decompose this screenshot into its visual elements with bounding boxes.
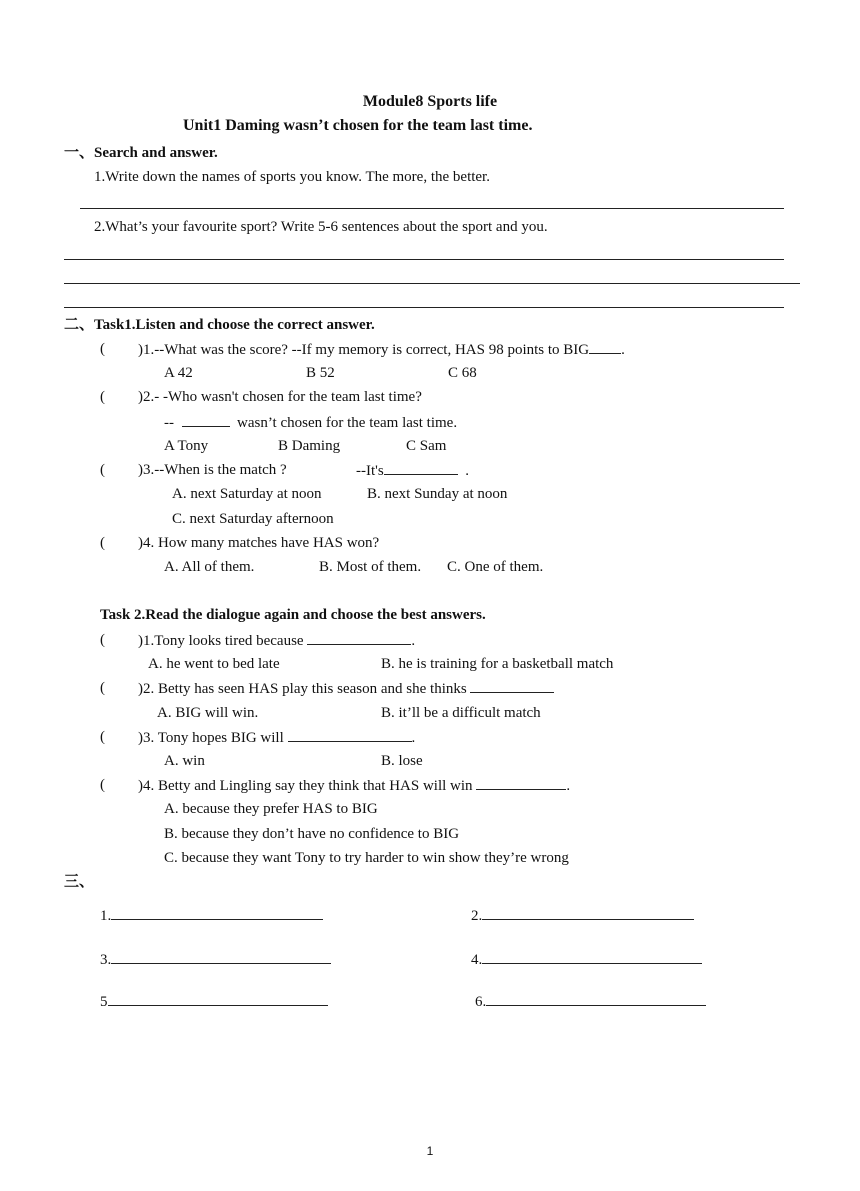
option-a: A. BIG will win. — [157, 705, 259, 721]
answer-line — [64, 283, 800, 284]
option-a: A. win — [164, 753, 205, 769]
paren: ( — [100, 680, 105, 696]
task2-question-2: )2. Betty has seen HAS play this season and she thinks — [138, 679, 554, 698]
option-c: C. One of them. — [447, 559, 544, 575]
paren: ( — [100, 462, 105, 478]
task1-question-3: )3.--When is the match ? — [138, 462, 287, 478]
task1-question-2-line-2: -- wasn’t chosen for the team last time. — [164, 415, 458, 431]
answer-blank[interactable] — [486, 992, 706, 1006]
option-c: C. next Saturday afternoon — [172, 511, 334, 527]
option-a: A. because they prefer HAS to BIG — [164, 801, 378, 817]
option-b: B. lose — [381, 753, 423, 769]
blank-item-2: 2. — [471, 906, 694, 925]
page-title: Module8 Sports life — [362, 93, 498, 110]
section-2-heading: 二、Task1.Listen and choose the correct answer. — [64, 317, 375, 333]
option-b: B. Most of them. — [319, 559, 422, 575]
task2-question-3: )3. Tony hopes BIG will . — [138, 730, 416, 746]
answer-blank[interactable] — [288, 728, 412, 742]
blank-item-1: 1. — [100, 906, 323, 925]
option-b: B 52 — [306, 365, 335, 381]
option-c: C 68 — [448, 365, 477, 381]
option-c: C Sam — [406, 438, 447, 454]
task1-question-1: )1.--What was the score? --If my memory is correct, HAS 98 points to BIG . — [138, 342, 625, 358]
option-a: A 42 — [164, 365, 193, 381]
section-1-question-2: 2.What’s your favourite sport? Write 5-6 sentences about the sport and you. — [94, 219, 548, 235]
option-b: B. he is training for a basketball match — [381, 656, 614, 672]
answer-line — [64, 307, 784, 308]
question-text: )1.--What was the score? --If my memory is correct, HAS 98 points to BIG — [138, 342, 590, 358]
paren: ( — [100, 535, 105, 551]
task2-question-1: )1.Tony looks tired because . — [138, 633, 416, 649]
option-b: B. because they don’t have no confidence to BIG — [164, 826, 460, 842]
answer-blank[interactable] — [111, 906, 323, 920]
section-1-question-1: 1.Write down the names of sports you know. The more, the better. — [94, 169, 490, 185]
option-a: A. All of them. — [164, 559, 255, 575]
answer-blank[interactable] — [589, 340, 621, 354]
option-c: C. because they want Tony to try harder to win show they’re wrong — [164, 850, 569, 866]
blank-item-4: 4. — [471, 950, 702, 969]
option-a: A. he went to bed late — [148, 656, 280, 672]
paren: ( — [100, 777, 105, 793]
paren: ( — [100, 389, 105, 405]
paren: ( — [100, 341, 105, 357]
paren: ( — [100, 729, 105, 745]
page-subtitle: Unit1 Daming wasn’t chosen for the team last time. — [183, 117, 533, 134]
blank-item-3: 3. — [100, 950, 331, 969]
answer-blank[interactable] — [384, 461, 458, 475]
blank-item-5: 5 — [100, 992, 328, 1011]
answer-blank[interactable] — [108, 992, 328, 1006]
option-a: A. next Saturday at noon — [172, 486, 322, 502]
section-1-heading: 一、Search and answer. — [64, 145, 218, 161]
task1-question-2: )2.- -Who wasn't chosen for the team last time? — [138, 389, 422, 405]
option-b: B Daming — [278, 438, 341, 454]
section-3-heading: 三、 — [64, 874, 95, 890]
task1-question-3-answer: --It's . — [356, 463, 469, 479]
task2-question-4: )4. Betty and Lingling say they think that HAS will win . — [138, 778, 571, 794]
answer-blank[interactable] — [482, 906, 694, 920]
option-a: A Tony — [164, 438, 209, 454]
answer-blank[interactable] — [182, 413, 230, 427]
task-2-heading: Task 2.Read the dialogue again and choose the best answers. — [100, 607, 486, 623]
answer-line — [80, 208, 784, 209]
answer-blank[interactable] — [111, 950, 331, 964]
answer-blank[interactable] — [482, 950, 702, 964]
option-b: B. next Sunday at noon — [367, 486, 508, 502]
blank-item-6: 6. — [475, 992, 706, 1011]
answer-blank[interactable] — [307, 631, 411, 645]
paren: ( — [100, 632, 105, 648]
answer-line — [64, 259, 784, 260]
option-b: B. it’ll be a difficult match — [381, 705, 541, 721]
page-number: 1 — [426, 1144, 434, 1158]
answer-blank[interactable] — [476, 776, 566, 790]
task1-question-4: )4. How many matches have HAS won? — [138, 535, 380, 551]
answer-blank[interactable] — [470, 679, 554, 693]
